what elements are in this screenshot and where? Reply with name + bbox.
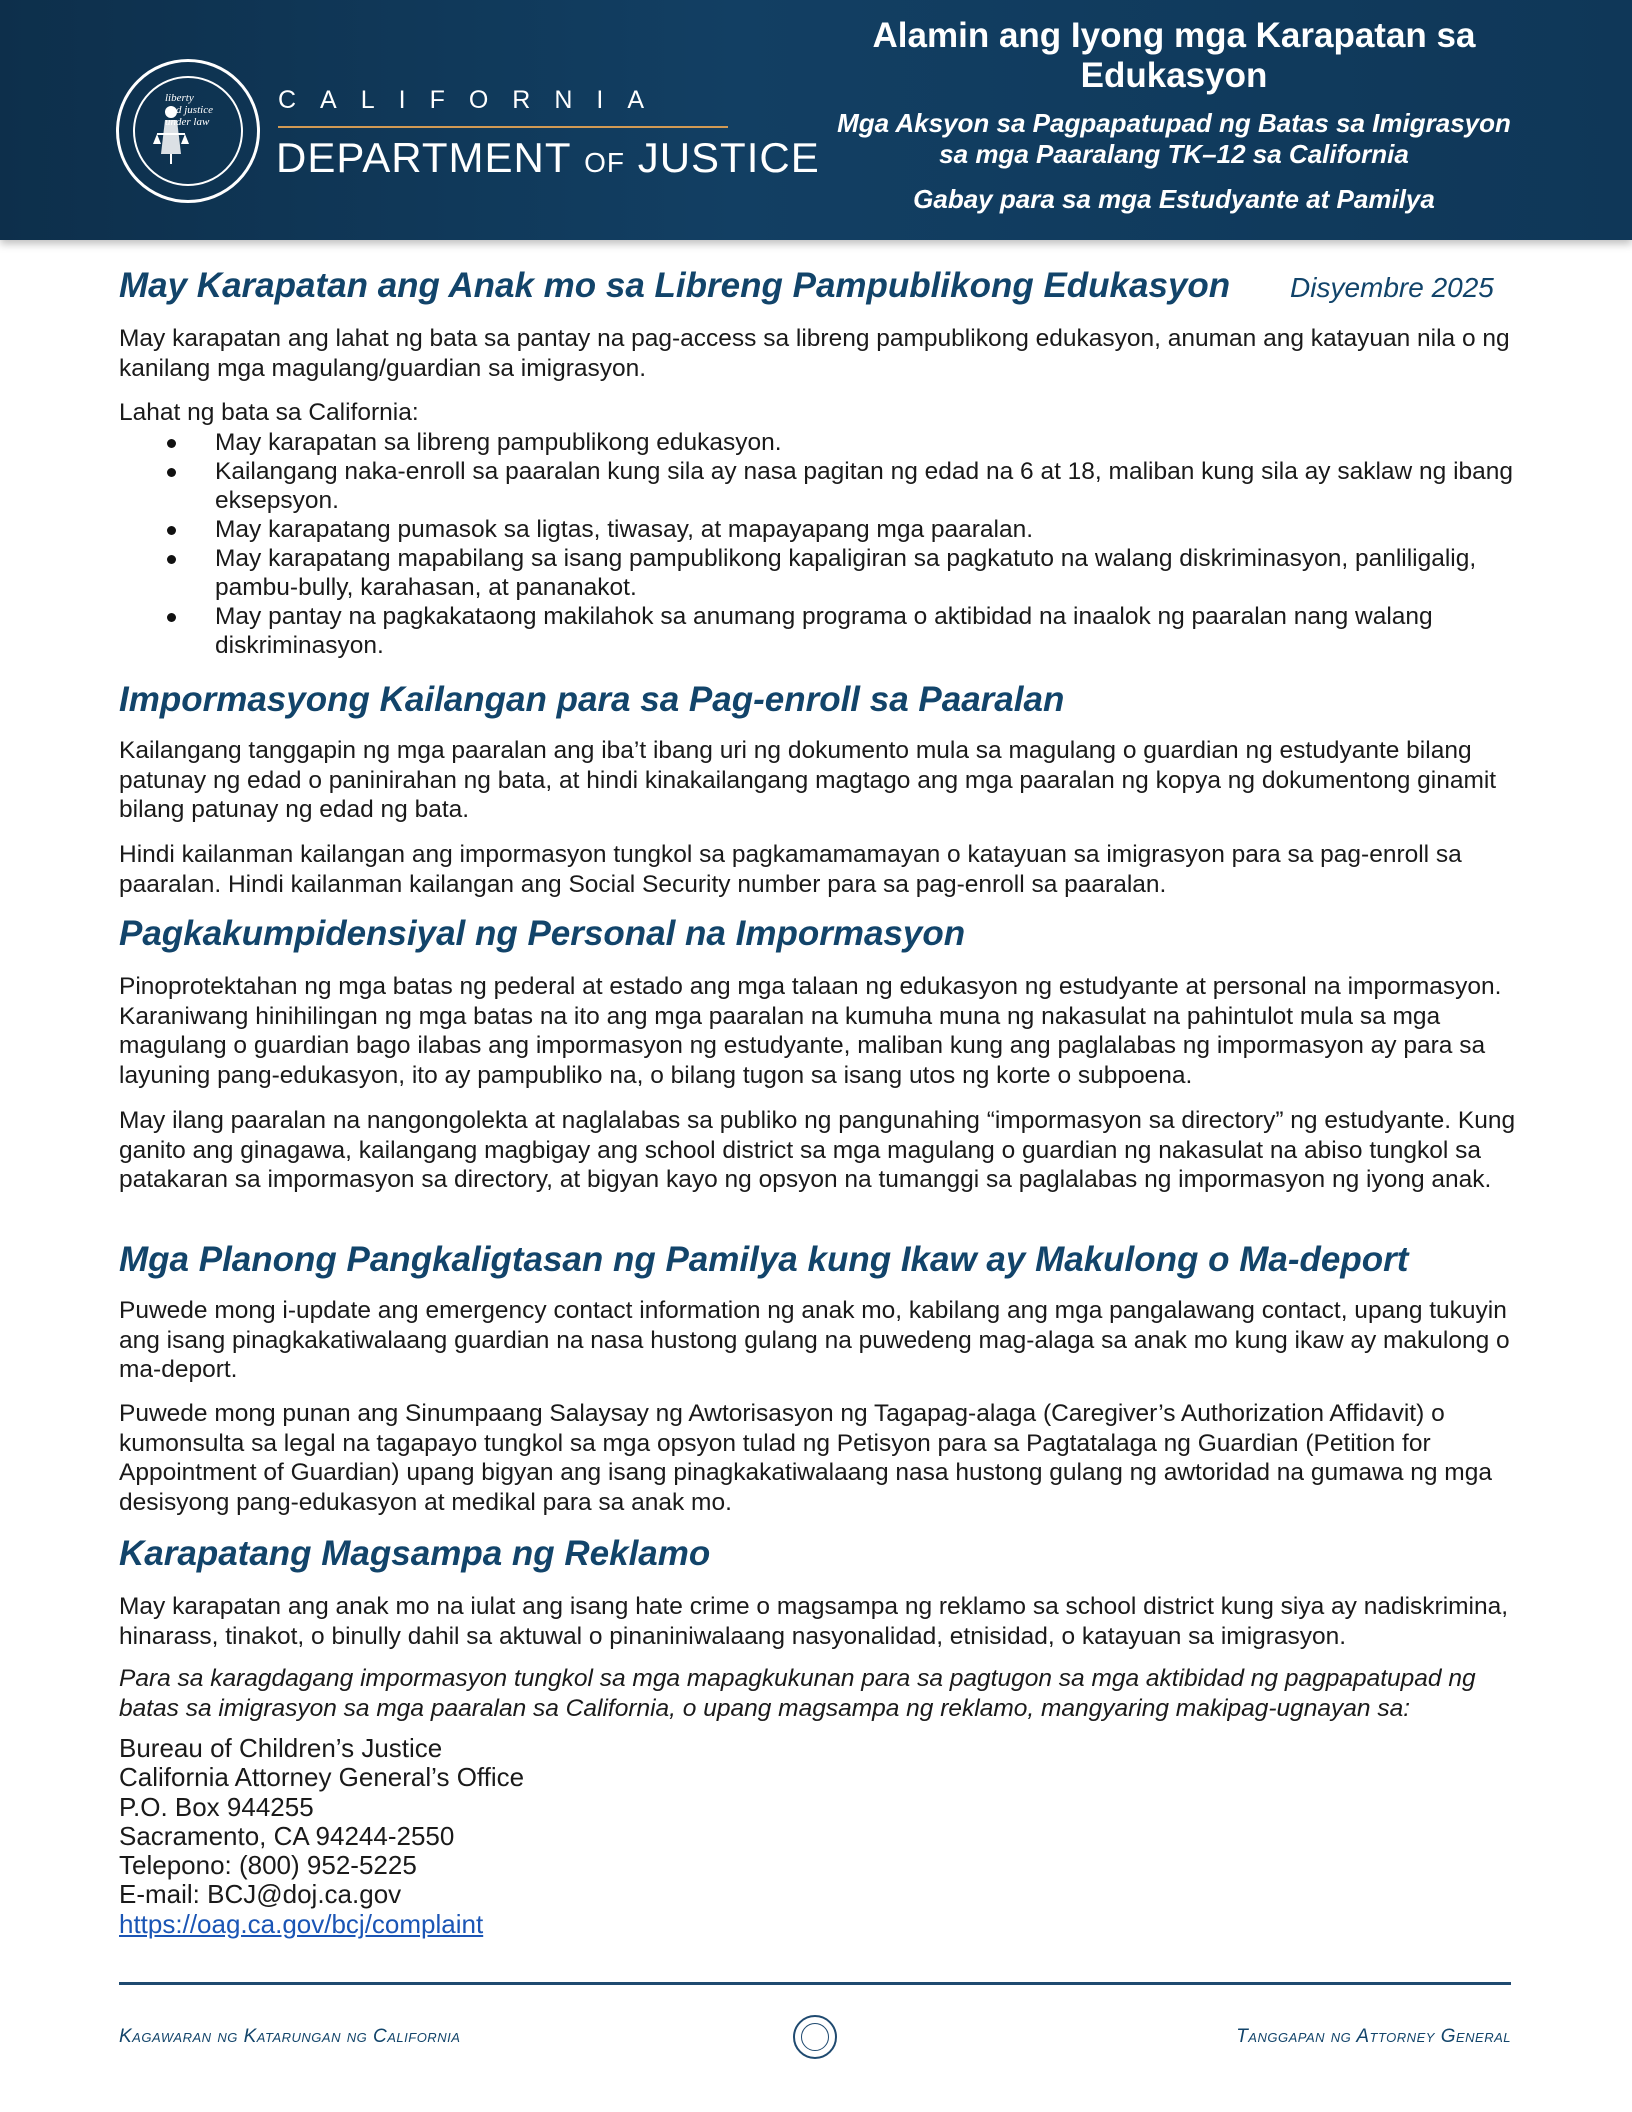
section-1-heading: May Karapatan ang Anak mo sa Libreng Pampublikong Edukasyon bbox=[119, 266, 1231, 305]
contact-line-phone: Telepono: (800) 952-5225 bbox=[119, 1850, 417, 1881]
section-2-paragraph-2: Hindi kailanman kailangan ang impormasyon tungkol sa pagkamamamayan o katayuan sa imigrasyon para sa pag-enroll sa paaralan. Hindi kailanman kailangan ang Social Security number para sa pag-enroll sa paaralan. bbox=[119, 841, 1462, 898]
rights-list bbox=[119, 428, 1539, 660]
section-1-paragraph-2: Lahat ng bata sa California: bbox=[119, 399, 419, 426]
footer-agency-label: Kagawaran ng Katarungan ng California bbox=[119, 2026, 461, 2047]
agency-name-part-3: JUSTICE bbox=[637, 134, 820, 181]
list-item-text: May karapatang pumasok sa ligtas, tiwasay, at mapayapang mga paaralan. bbox=[215, 516, 1034, 543]
seal-motto-line-3: under law bbox=[165, 116, 210, 128]
document-title: Alamin ang Iyong mga Karapatan sa Edukasyon bbox=[872, 16, 1476, 95]
list-item-text: May karapatang mapabilang sa isang pampublikong kapaligiran sa pagkatuto na walang diskriminasyon, panliligalig, pambu-bully, karahasan, at pananakot. bbox=[215, 545, 1477, 601]
bullet-icon bbox=[167, 613, 176, 622]
section-1-paragraph-1: May karapatan ang lahat ng bata sa pantay na pag-access sa libreng pampublikong edukasyon, anuman ang katayuan nila o ng kanilang mga magulang/guardian sa imigrasyon. bbox=[119, 325, 1510, 382]
section-4-paragraph-2: Puwede mong punan ang Sinumpaang Salaysay ng Awtorisasyon ng Tagapag-alaga (Caregiver’s Authorization Affidavit) o kumonsulta sa legal na tagapayo tungkol sa mga opsyon tulad ng Petisyon para sa Pagtatalaga ng Guardian (Petition for Appointment of Guardian) upang bigyan ang isang pinagkakatiwalaang nasa hustong gulang ng awtoridad na gumawa ng mga desisyong pang-edukasyon at medikal para sa anak mo. bbox=[119, 1400, 1492, 1516]
list-item-text: May pantay na pagkakataong makilahok sa anumang programa o aktibidad na inaalok ng paaralan nang walang diskriminasyon. bbox=[215, 603, 1433, 659]
section-4-heading: Mga Planong Pangkaligtasan ng Pamilya kung Ikaw ay Makulong o Ma-deport bbox=[119, 1240, 1409, 1279]
contact-address bbox=[119, 1734, 819, 1939]
bullet-icon bbox=[167, 439, 176, 448]
list-item bbox=[119, 544, 1539, 602]
section-2-paragraph-1: Kailangang tanggapin ng mga paaralan ang iba’t ibang uri ng dokumento mula sa magulang o guardian ng estudyante bilang patunay ng edad o paninirahan ng bata, at hindi kinakailangang magtago ang mga paaralan ng kopya ng dokumentong ginamit bilang patunay ng edad ng bata. bbox=[119, 737, 1497, 823]
section-3-heading: Pagkakumpidensiyal ng Personal na Impormasyon bbox=[119, 914, 966, 953]
footer-seal-icon bbox=[793, 2015, 837, 2059]
list-item bbox=[119, 457, 1539, 515]
bullet-icon bbox=[167, 555, 176, 564]
list-item bbox=[119, 515, 1539, 544]
section-3-paragraph-2: May ilang paaralan na nangongolekta at naglalabas sa publiko ng pangunahing “impormasyon sa directory” ng estudyante. Kung ganito ang ginagawa, kailangang magbigay ang school district sa mga magulang o guardian ng nakasulat na abiso tungkol sa patakaran sa impormasyon sa directory, at bigyan kayo ng opsyon na tumanggi sa paglalabas ng impormasyon ng iyong anak. bbox=[119, 1107, 1516, 1193]
seal-motto-line-1: liberty bbox=[165, 92, 194, 104]
footer-divider bbox=[119, 1982, 1511, 1985]
list-item-text: May karapatan sa libreng pampublikong edukasyon. bbox=[215, 429, 782, 456]
footer-office-label: Tanggapan ng Attorney General bbox=[1236, 2026, 1511, 2047]
document-subtitle: Mga Aksyon sa Pagpapatupad ng Batas sa Imigrasyon sa mga Paaralang TK–12 sa California bbox=[837, 108, 1511, 169]
footer-seal-inner-ring bbox=[801, 2023, 829, 2051]
agency-name-part-2: OF bbox=[584, 147, 626, 178]
bullet-icon bbox=[167, 526, 176, 535]
section-5-paragraph-2: Para sa karagdagang impormasyon tungkol sa mga mapagkukunan para sa pagtugon sa mga aktibidad ng pagpapatupad ng batas sa imigrasyon sa mga paaralan sa California, o upang magsampa ng reklamo, mangyaring makipag-ugnayan sa: bbox=[119, 1665, 1476, 1722]
contact-line-po-box: P.O. Box 944255 bbox=[119, 1791, 314, 1822]
header-banner bbox=[0, 0, 1632, 240]
agency-state-label: CALIFORNIA bbox=[278, 86, 669, 114]
section-3-paragraph-1: Pinoprotektahan ng mga batas ng pederal at estado ang mga talaan ng edukasyon ng estudyante at personal na impormasyon. Karaniwang hinihilingan ng mga batas na ito ang mga paaralan na kumuha muna ng nakasulat na pahintulot mula sa mga magulang o guardian bago ilabas ang impormasyon ng estudyante, maliban kung ang paglalabas ng impormasyon ay para sa layuning pang-edukasyon, ito ay pampubliko na, o bilang tugon sa isang utos ng korte o subpoena. bbox=[119, 973, 1502, 1089]
attorney-general-seal-icon bbox=[116, 59, 260, 203]
seal-motto-line-2: and justice bbox=[165, 104, 213, 116]
contact-line-agency: California Attorney General’s Office bbox=[119, 1762, 525, 1793]
list-item bbox=[119, 428, 1539, 457]
list-item bbox=[119, 602, 1539, 660]
agency-divider bbox=[278, 126, 728, 128]
contact-line-email: E-mail: BCJ@doj.ca.gov bbox=[119, 1879, 402, 1910]
contact-line-city: Sacramento, CA 94244-2550 bbox=[119, 1820, 455, 1851]
section-5-paragraph-1: May karapatan ang anak mo na iulat ang isang hate crime o magsampa ng reklamo sa school district kung siya ay nadiskrimina, hinarass, tinakot, o binully dahil sa aktuwal o pinaniniwalaang nasyonalidad, etnisidad, o katayuan sa imigrasyon. bbox=[119, 1593, 1509, 1650]
document-date: Disyembre 2025 bbox=[1290, 272, 1494, 303]
section-4-paragraph-1: Puwede mong i-update ang emergency contact information ng anak mo, kabilang ang mga pangalawang contact, upang tukuyin ang isang pinagkakatiwalaang guardian na nasa hustong gulang na puwedeng mag-alaga sa anak mo kung ikaw ay makulong o ma-deport. bbox=[119, 1297, 1510, 1383]
section-2-heading: Impormasyong Kailangan para sa Pag-enroll sa Paaralan bbox=[119, 680, 1065, 719]
section-5-heading: Karapatang Magsampa ng Reklamo bbox=[119, 1534, 711, 1573]
contact-line-office: Bureau of Children’s Justice bbox=[119, 1733, 443, 1763]
header-title-block bbox=[834, 16, 1514, 215]
seal-motto bbox=[165, 92, 225, 128]
agency-name bbox=[276, 134, 820, 182]
document-audience: Gabay para sa mga Estudyante at Pamilya bbox=[913, 184, 1435, 214]
bullet-icon bbox=[167, 468, 176, 477]
complaint-link[interactable]: https://oag.ca.gov/bcj/complaint bbox=[119, 1908, 484, 1939]
agency-name-part-1: DEPARTMENT bbox=[276, 134, 572, 181]
list-item-text: Kailangang naka-enroll sa paaralan kung sila ay nasa pagitan ng edad na 6 at 18, maliban kung sila ay saklaw ng ibang eksepsyon. bbox=[215, 458, 1514, 514]
